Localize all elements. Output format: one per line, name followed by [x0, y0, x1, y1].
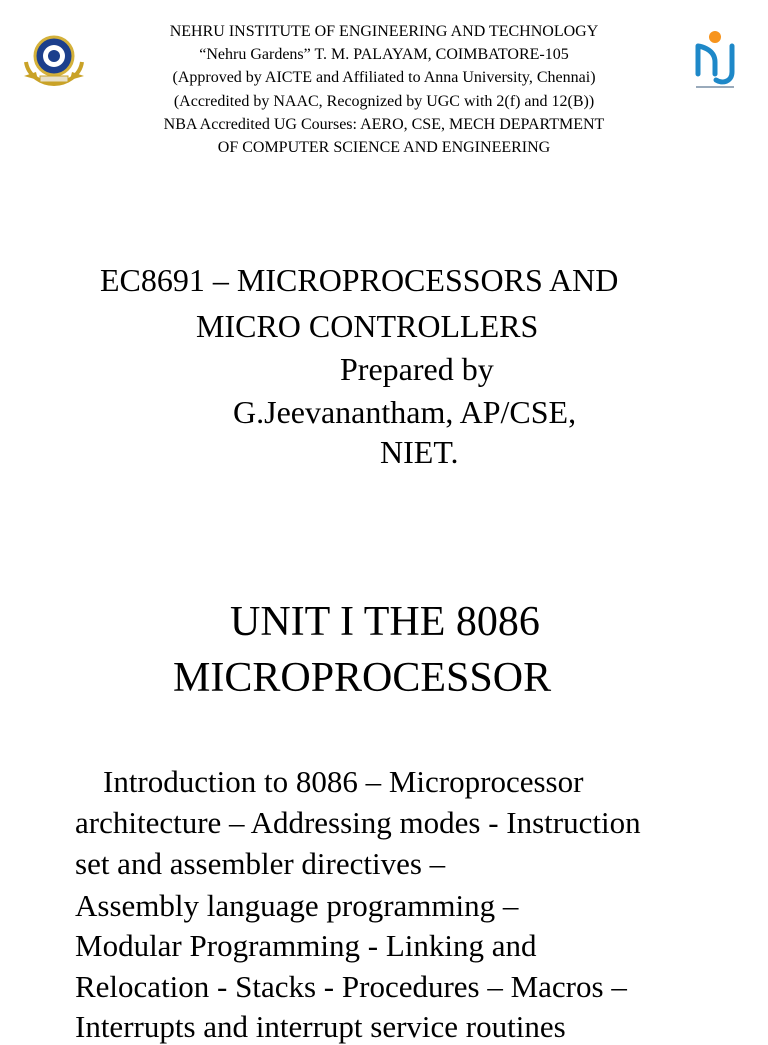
syllabus-line-1: Introduction to 8086 – Microprocessor — [103, 764, 584, 799]
syllabus-line-5: Modular Programming - Linking and — [75, 928, 537, 963]
unit-title-line2: MICROPROCESSOR — [173, 655, 552, 701]
institution-header — [100, 20, 668, 159]
unit-title-line1: UNIT I THE 8086 — [230, 599, 540, 645]
header-line-accreditation: (Accredited by NAAC, Recognized by UGC with 2(f) and 12(B)) — [173, 92, 595, 110]
syllabus-line-3: set and assembler directives – — [75, 846, 446, 881]
header-line-institution: NEHRU INSTITUTE OF ENGINEERING AND TECHNOLOGY — [169, 23, 599, 40]
syllabus-line-2: architecture – Addressing modes - Instruction — [75, 805, 641, 840]
prepared-by-label: Prepared by — [340, 351, 494, 387]
syllabus-line-6: Relocation - Stacks - Procedures – Macros – — [75, 969, 627, 1004]
syllabus-line-7: Interrupts and interrupt service routines — [75, 1009, 566, 1044]
course-title-line1: EC8691 – MICROPROCESSORS AND — [100, 262, 619, 298]
header-line-address: “Nehru Gardens” T. M. PALAYAM, COIMBATORE-105 — [199, 46, 569, 64]
institution-seal-logo — [22, 32, 86, 86]
course-title-line2: MICRO CONTROLLERS — [196, 308, 539, 344]
nehru-group-logo — [690, 28, 740, 94]
header-line-department: OF COMPUTER SCIENCE AND ENGINEERING — [217, 139, 551, 157]
header-line-approval: (Approved by AICTE and Affiliated to Anna University, Chennai) — [172, 69, 596, 87]
syllabus-line-4: Assembly language programming – — [75, 888, 519, 923]
header-line-nba: NBA Accredited UG Courses: AERO, CSE, MECH DEPARTMENT — [163, 115, 605, 133]
author-institute: NIET. — [380, 434, 459, 470]
author-name: G.Jeevanantham, AP/CSE, — [233, 394, 577, 430]
